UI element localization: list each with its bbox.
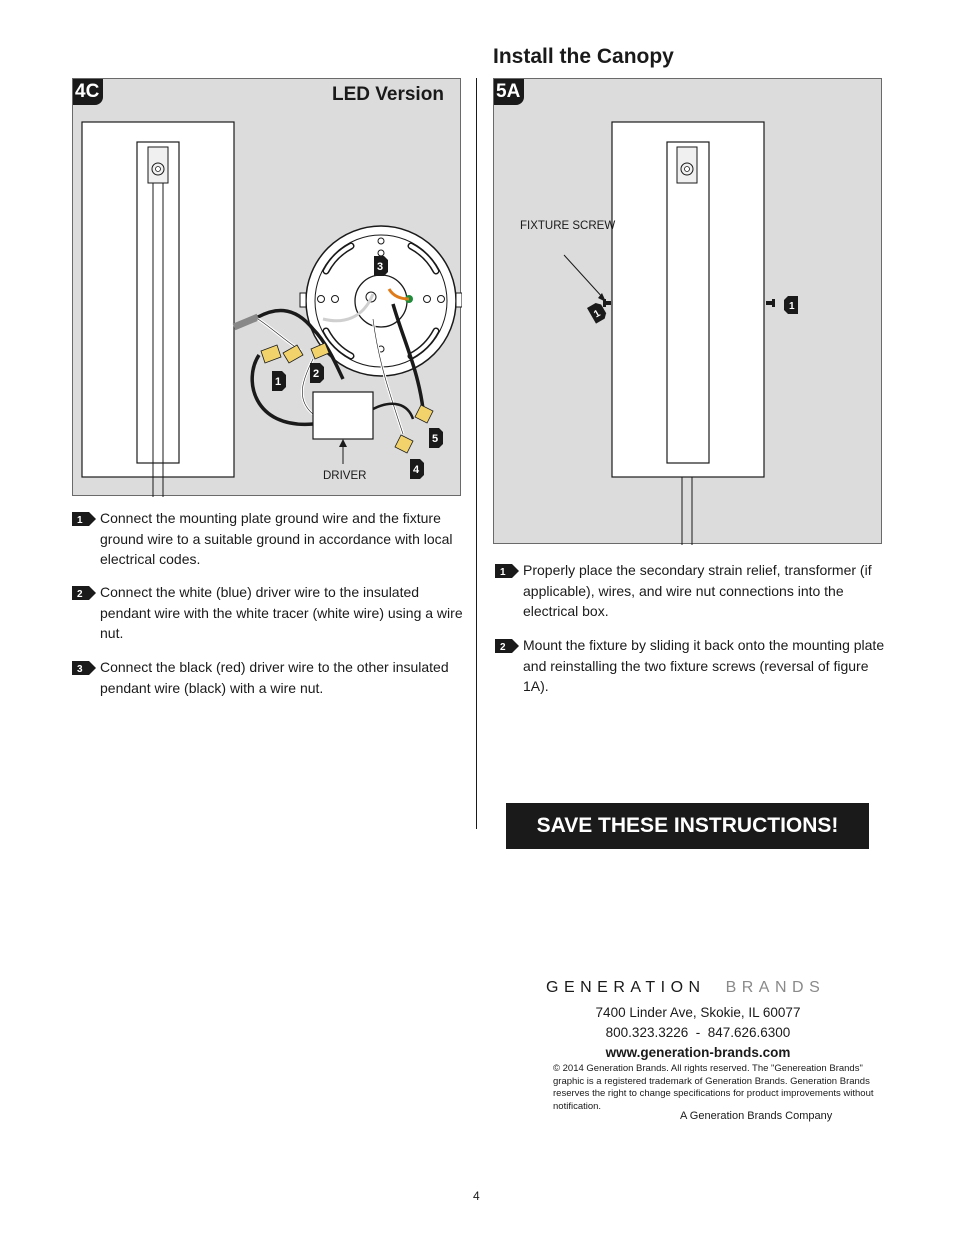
figure-tag-4c: 4C xyxy=(73,79,103,105)
fixture-screw-right xyxy=(766,299,775,307)
figure-4c-panel xyxy=(72,78,461,496)
left-step-1-text: Connect the mounting plate ground wire and the fixture ground wire to a suitable ground in accordance with local electrical codes. xyxy=(100,510,453,567)
footer-website[interactable]: www.generation-brands.com xyxy=(605,1045,791,1060)
install-canopy-title: Install the Canopy xyxy=(493,45,674,68)
canopy-install-diagram xyxy=(494,79,883,545)
left-step-2-text: Connect the white (blue) driver wire to the insulated pendant wire with the white tracer (white wire) using a wire nut. xyxy=(100,584,463,641)
driver-box xyxy=(313,392,373,439)
svg-text:4: 4 xyxy=(413,464,420,476)
step-badge-icon xyxy=(72,512,96,526)
fixture-inner-channel xyxy=(137,142,179,463)
right-step-1-text: Properly place the secondary strain relief, transformer (if applicable), wires, and wire nut connections into the electrical box. xyxy=(523,562,872,619)
left-step-3-text: Connect the black (red) driver wire to the other insulated pendant wire (black) with a wire nut. xyxy=(100,659,449,696)
figure-tag-5a: 5A xyxy=(494,79,524,105)
led-wiring-diagram xyxy=(73,79,462,497)
save-instructions-banner: SAVE THESE INSTRUCTIONS! xyxy=(506,803,869,849)
figure-5a-panel xyxy=(493,78,882,544)
svg-text:2: 2 xyxy=(313,368,320,380)
svg-text:1: 1 xyxy=(77,515,83,526)
callout-1 xyxy=(272,371,286,391)
generation-brands-logo: GENERATION BRANDS xyxy=(546,979,826,996)
footer-copyright: © 2014 Generation Brands. All rights reserved. The "Genereation Brands" graphic is a registered trademark of Generation Brands. Generation Brands reserves the right to change specifications for product improvements without notification. xyxy=(553,1063,874,1112)
callout-4 xyxy=(410,459,424,479)
led-version-heading: LED Version xyxy=(332,84,444,105)
fixture-screw-label: FIXTURE SCREW xyxy=(520,220,616,232)
callout-5 xyxy=(429,428,443,448)
step-badge-icon xyxy=(495,639,519,653)
svg-text:1: 1 xyxy=(275,376,282,388)
callout-3 xyxy=(374,256,388,276)
svg-text:3: 3 xyxy=(377,261,384,273)
svg-text:1: 1 xyxy=(789,301,795,312)
fixture-inner-channel xyxy=(667,142,709,463)
step-badge-icon xyxy=(72,586,96,600)
svg-text:3: 3 xyxy=(77,664,83,675)
svg-text:1: 1 xyxy=(500,567,506,578)
callout-2 xyxy=(310,363,324,383)
svg-text:2: 2 xyxy=(77,589,83,600)
fixture-screw-left xyxy=(603,299,611,307)
footer-address: 7400 Linder Ave, Skokie, IL 60077 xyxy=(595,1005,801,1020)
step-badge-icon xyxy=(495,564,519,578)
right-step-2-text: Mount the fixture by sliding it back onto the mounting plate and reinstalling the two fixture screws (reversal of figure 1A). xyxy=(523,637,885,694)
driver-label: DRIVER xyxy=(323,470,367,482)
step-badge-icon xyxy=(72,661,96,675)
callout-screw-right xyxy=(784,296,798,314)
footer-company: A Generation Brands Company xyxy=(680,1110,833,1122)
column-divider xyxy=(476,78,477,829)
svg-text:5: 5 xyxy=(432,433,439,445)
page-number: 4 xyxy=(473,1189,480,1203)
svg-text:1: 1 xyxy=(592,308,603,321)
footer-phones: 800.323.3226 - 847.626.6300 xyxy=(605,1025,791,1040)
svg-text:2: 2 xyxy=(500,642,506,653)
